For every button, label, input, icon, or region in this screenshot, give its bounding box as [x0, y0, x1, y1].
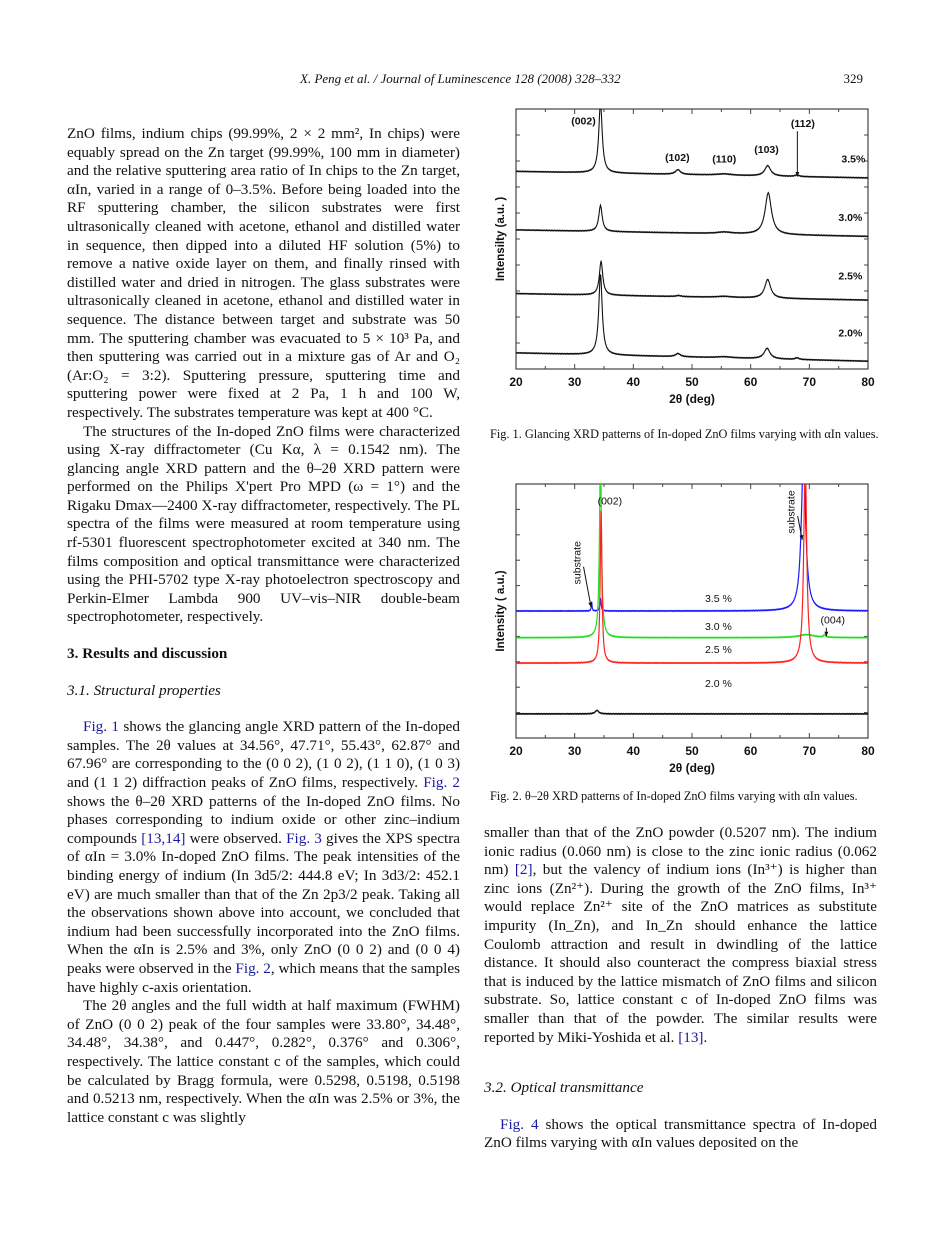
figure-2	[484, 470, 884, 810]
x-tick-label: 70	[802, 375, 817, 389]
paragraph-optical	[484, 1116, 877, 1153]
y-axis-label: Intensity ( a.u.)	[495, 570, 507, 652]
paragraph-characterization: The structures of the In-doped ZnO films were characterized using X-ray diffractometer (Cu Kα, λ = 0.1542 nm). The glancing angle XRD pattern and the θ–2θ XRD pattern were performed on the Philips X'pert Pro MPD (ω = 1°) and the Rigaku Dmax—2400 X-ray diffractometer, respectively. The PL spectra of the films were measured at room temperature using rf-5301 fluorescent spectrophotometer excited at 340 nm. The films composition and optical transmittance were characterized using the PHI-5702 type X-ray photoelectron spectroscopy and Perkin-Elmer Lambda 900 UV–vis–NIR double-beam spectrophotometer, respectively.	[67, 422, 460, 626]
peak-annotation: substrate	[571, 541, 584, 585]
page-number: 329	[843, 71, 863, 86]
left-column	[67, 125, 460, 1127]
peak-annotation: (002)	[597, 495, 623, 508]
fig2-link[interactable]: Fig. 2	[235, 959, 271, 977]
series-line-20	[516, 710, 868, 714]
ref-13-link[interactable]: [13]	[678, 1028, 704, 1046]
subsection-heading-optical: 3.2. Optical transmittance	[484, 1079, 644, 1097]
section-heading-results: 3. Results and discussion	[67, 645, 228, 663]
series-line-30	[516, 470, 868, 638]
peak-annotation: (004)	[820, 614, 846, 627]
peak-annotation: (110)	[712, 153, 737, 166]
x-tick-label: 50	[685, 744, 699, 758]
peak-annotation: (103)	[754, 144, 779, 157]
x-tick-label: 60	[743, 744, 758, 758]
x-axis-label: 2θ (deg)	[669, 761, 715, 775]
peak-annotation: substrate	[785, 490, 798, 534]
paragraph-structural	[67, 718, 460, 997]
x-tick-label: 70	[802, 744, 817, 758]
x-tick-label: 80	[861, 744, 875, 758]
x-tick-label: 40	[626, 375, 641, 389]
series-line-25	[516, 261, 868, 300]
figure-1-caption: Fig. 1. Glancing XRD patterns of In-doped ZnO films varying with αIn values.	[490, 427, 879, 441]
peak-annotation: (102)	[665, 152, 690, 164]
x-tick-label: 30	[567, 744, 582, 758]
journal-running-title: X. Peng et al. / Journal of Luminescence 128 (2008) 328–332	[300, 71, 621, 86]
annotation-arrow	[584, 567, 592, 607]
figure-2-caption: Fig. 2. θ–2θ XRD patterns of In-doped ZnO films varying with αIn values.	[490, 789, 858, 803]
ref-2-link[interactable]: [2]	[514, 861, 533, 879]
right-column	[484, 824, 877, 1153]
x-tick-label: 40	[626, 744, 641, 758]
series-group	[516, 470, 868, 714]
plot-frame	[516, 109, 868, 369]
series-line-35	[516, 470, 868, 611]
fig2-link[interactable]: Fig. 2	[423, 774, 460, 791]
text-span: shows the θ–2θ XRD patterns of the In-doped ZnO films. No phases corresponding to indium oxide or other zinc–indium compounds	[67, 792, 460, 847]
text-span: shows the optical transmittance spectra of In-doped ZnO films varying with αIn values deposited on the	[484, 1115, 878, 1152]
fig4-link[interactable]: Fig. 4	[500, 1115, 539, 1133]
running-head	[0, 71, 925, 91]
ref-13-14-link[interactable]: [13,14]	[141, 829, 186, 847]
series-label: 2.5 %	[704, 643, 732, 656]
text-span: .	[703, 1028, 708, 1046]
xrd-glancing-chart	[484, 95, 884, 425]
text-span: were observed.	[185, 829, 287, 847]
fig3-link[interactable]: Fig. 3	[286, 829, 322, 847]
paragraph-lattice	[484, 824, 877, 1047]
series-label: 3.0 %	[704, 621, 732, 634]
series-line-25	[516, 470, 868, 663]
series-group	[516, 103, 868, 362]
text-span: smaller than that of the ZnO powder (0.5207 nm). The indium ionic radius (0.060 nm) is close to the zinc ionic radius (0.062 nm)	[484, 824, 877, 879]
paragraph-sputtering: ZnO films, indium chips (99.99%, 2 × 2 mm², In chips) were equably spread on the Zn target (99.99%, 100 mm in diameter) and the relative sputtering area ratio of In chips to the Zn target, αIn, varied in a range of 0–3.5%. Before being loaded into the RF sputtering chamber, the silicon substrates were first ultrasonically cleaned with acetone, ethanol and distilled water in sequence, then dipped into a diluted HF solution (5%) to remove a native oxide layer on them, and finally rinsed with distilled water and dried in nitrogen. The glass substrates were ultrasonically cleaned in acetone, ethanol and distilled water in sequence. The distance between target and substrate was 50 mm. The sputtering chamber was evacuated to 5 × 10³ Pa, and then sputtering was carried out in a mixture gas of Ar and O₂ (Ar:O₂ = 3:2). Sputtering pressure, sputtering time and sputtering power were fixed at 2 Pa, 1 h and 100 W, respectively. The substrates temperature was kept at 400 °C.	[67, 125, 460, 421]
xrd-theta-2theta-chart	[484, 470, 884, 788]
x-tick-label: 20	[509, 375, 523, 389]
x-tick-label: 50	[685, 375, 699, 389]
series-line-20	[516, 274, 868, 361]
series-label: 3.5%	[841, 153, 866, 166]
series-line-30	[516, 193, 868, 237]
peak-annotation: (112)	[790, 118, 815, 131]
x-axis-label: 2θ (deg)	[669, 392, 715, 406]
series-label: 2.0 %	[704, 678, 732, 691]
x-tick-label: 80	[861, 375, 875, 389]
series-label: 2.5%	[838, 270, 863, 283]
series-label: 3.0%	[838, 211, 863, 224]
y-axis-label: Intensilty (a.u. )	[495, 196, 507, 282]
fig1-link[interactable]: Fig. 1	[83, 718, 119, 736]
text-span: shows the glancing angle XRD pattern of the In-doped samples. The 2θ values at 34.56°, 47.71°, 55.43°, 62.87° and 67.96° are corresponding to the (0 0 2), (1 0 2), (1 1 0), (1 0 3) and (1 1 2) diffraction peaks of ZnO films, respectively.	[67, 718, 461, 791]
paragraph-fwhm: The 2θ angles and the full width at half maximum (FWHM) of ZnO (0 0 2) peak of the four samples were 33.80°, 34.48°, 34.48°, 34.38°, and 0.447°, 0.282°, 0.376° and 0.306°, respectively. The lattice constant c of the samples, which could be calculated by Bragg formula, were 0.5298, 0.5198, 0.5198 and 0.5213 nm, respectively. When the αIn was 2.5% or 3%, the lattice constant c was slightly	[67, 997, 460, 1126]
x-tick-label: 30	[567, 375, 582, 389]
subsection-heading-structural: 3.1. Structural properties	[67, 681, 221, 699]
text-span: , but the valency of indium ions (In³⁺) is higher than zinc ions (Zn²⁺). During the growth of the ZnO films, In³⁺ would replace Zn²⁺ site of the ZnO matrices as substitute impurity (In_Zn), and In_Zn should enhance the lattice Coulomb attraction and result in dwindling of the lattice distance. It should also counteract the compress biaxial stress that is induced by the lattice mismatch of ZnO films and silicon substrate. So, lattice constant c of In-doped ZnO films was smaller than that of the powder. The similar results were reported by Miki-Yoshida et al.	[484, 861, 877, 1046]
x-tick-label: 60	[743, 375, 758, 389]
series-label: 3.5 %	[704, 593, 732, 606]
peak-annotation: (002)	[571, 115, 596, 128]
figure-1	[484, 95, 884, 465]
x-tick-label: 20	[509, 744, 523, 758]
series-label: 2.0%	[838, 327, 863, 340]
text-span: , which means that the samples have highly c-axis orientation.	[67, 959, 460, 996]
text-span: gives the XPS spectra of αIn = 3.0% In-doped ZnO films. The peak intensities of the binding energy of indium (In 3d5/2: 444.8 eV; In 3d3/2: 452.1 eV) are much smaller than that of the Zn 2p3/2 peak. Taking all the observations shown above into account, we concluded that indium had been successfully incorporated into the ZnO films. When the αIn is 2.5% and 3%, only ZnO (0 0 2) and (0 0 4) peaks were observed in the	[67, 829, 460, 977]
